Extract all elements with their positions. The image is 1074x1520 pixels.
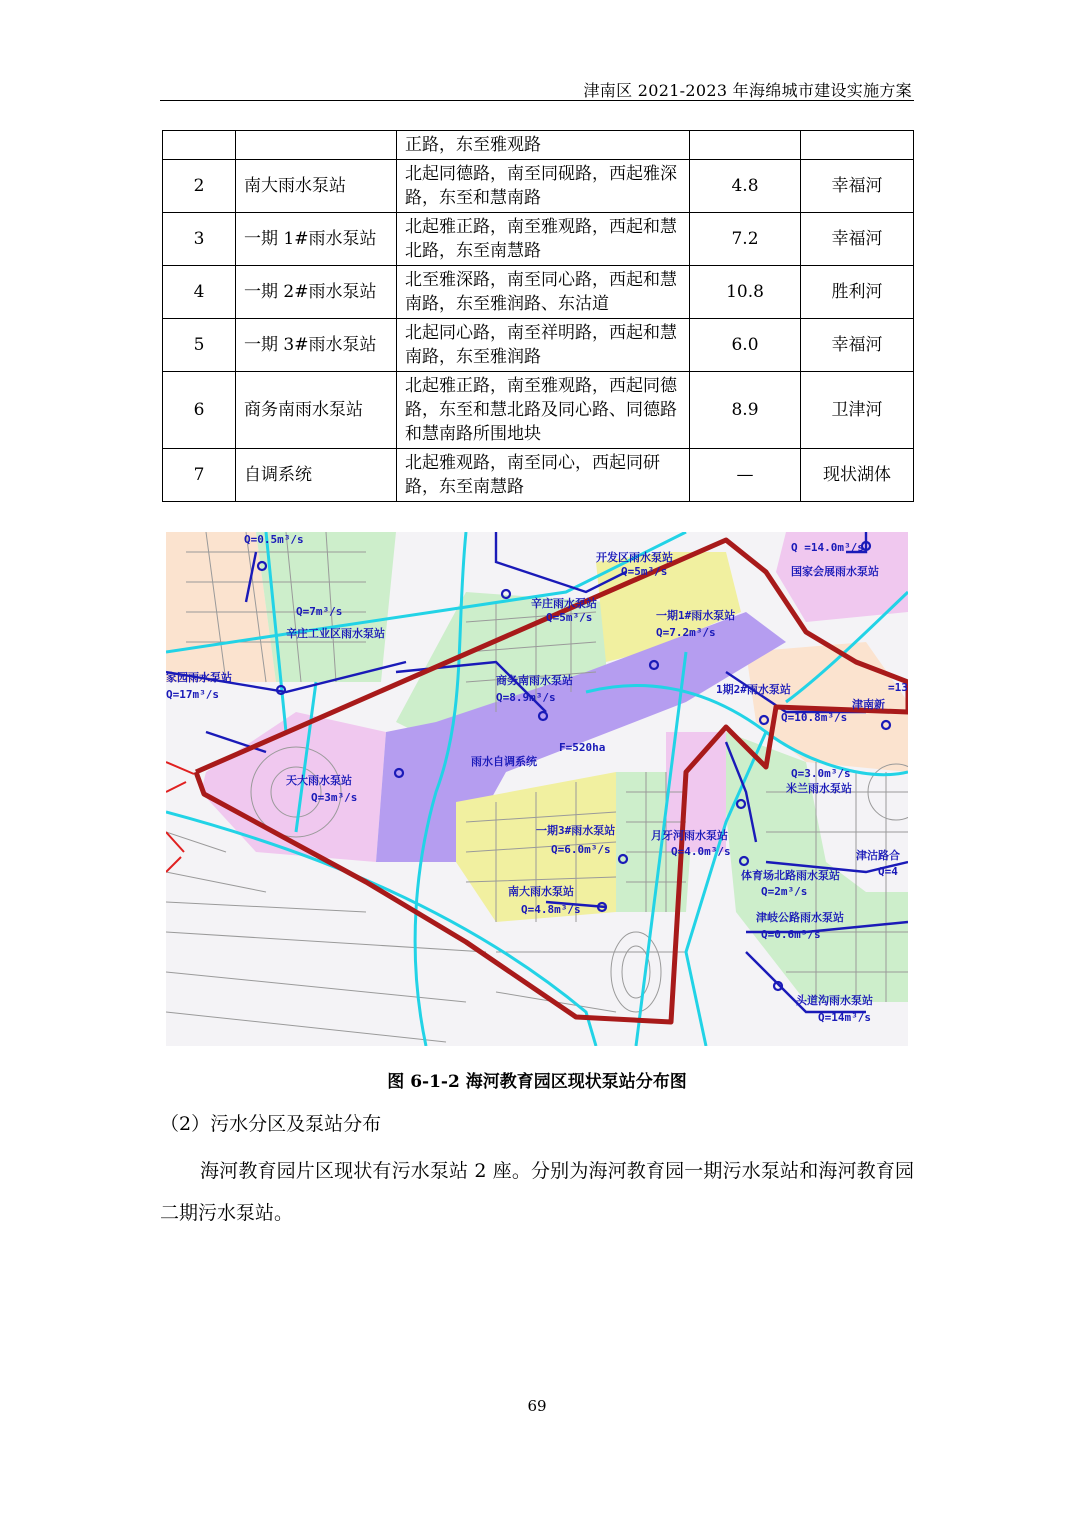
table-row bbox=[163, 160, 914, 213]
map-label-flow: Q=3m³/s bbox=[311, 791, 358, 804]
table-cell-no: 3 bbox=[163, 213, 236, 266]
table-cell-area: 10.8 bbox=[690, 266, 801, 319]
map-label-flow: Q=0.6m³/s bbox=[761, 928, 821, 941]
map-label-flow: Q=4.8m³/s bbox=[521, 903, 581, 916]
map-label-flow: Q=7.2m³/s bbox=[656, 626, 716, 639]
table-cell-no: 4 bbox=[163, 266, 236, 319]
map-label-station: 家园雨水泵站 bbox=[166, 671, 232, 684]
table-cell-no bbox=[163, 131, 236, 160]
map-label-station: 津沽路合 bbox=[856, 849, 900, 862]
map-label-station: 1期2#雨水泵站 bbox=[716, 683, 791, 696]
map-label-station: 一期1#雨水泵站 bbox=[656, 609, 736, 622]
table-row bbox=[163, 131, 914, 160]
map-label-flow: Q=3.0m³/s bbox=[791, 767, 851, 780]
map-label-flow: Q =14.0m³/s bbox=[791, 541, 864, 554]
table-cell-range: 北起雅观路，南至同心，西起同研路，东至南慧路 bbox=[397, 449, 690, 502]
table-cell-river: 现状湖体 bbox=[801, 449, 914, 502]
table-cell-range: 北至雅深路，南至同心路，西起和慧南路，东至雅润路、东沽道 bbox=[397, 266, 690, 319]
table-cell-range: 北起同心路，南至祥明路，西起和慧南路，东至雅润路 bbox=[397, 319, 690, 372]
map-label-flow: Q=5m³/s bbox=[546, 611, 593, 624]
map-label-station: 国家会展雨水泵站 bbox=[791, 565, 879, 578]
table-row bbox=[163, 319, 914, 372]
map-label-flow: =13 bbox=[888, 681, 908, 694]
map-label-station: 天大雨水泵站 bbox=[286, 774, 352, 787]
table-cell-no: 2 bbox=[163, 160, 236, 213]
table-cell-name: 一期 3#雨水泵站 bbox=[236, 319, 397, 372]
table-cell-name: 一期 1#雨水泵站 bbox=[236, 213, 397, 266]
map-label-flow: Q=10.8m³/s bbox=[781, 711, 848, 724]
table-cell-name bbox=[236, 131, 397, 160]
body-paragraph: 海河教育园片区现状有污水泵站 2 座。分别为海河教育园一期污水泵站和海河教育园二期污水泵站。 bbox=[160, 1160, 914, 1224]
map-label-flow: Q=8.9m³/s bbox=[496, 691, 556, 704]
table-cell-range: 北起雅正路，南至雅观路，西起和慧北路，东至南慧路 bbox=[397, 213, 690, 266]
table-cell-river: 幸福河 bbox=[801, 213, 914, 266]
table-row bbox=[163, 266, 914, 319]
table-cell-no: 6 bbox=[163, 372, 236, 449]
table-cell-river: 幸福河 bbox=[801, 319, 914, 372]
map-label-station: 津岐公路雨水泵站 bbox=[756, 911, 844, 924]
table-cell-area bbox=[690, 131, 801, 160]
map-label-station: 辛庄工业区雨水泵站 bbox=[286, 627, 385, 640]
table-cell-area: 4.8 bbox=[690, 160, 801, 213]
table-cell-name: 商务南雨水泵站 bbox=[236, 372, 397, 449]
table-cell-range: 北起同德路，南至同砚路，西起雅深路，东至和慧南路 bbox=[397, 160, 690, 213]
table-row bbox=[163, 372, 914, 449]
map-label-station: 商务南雨水泵站 bbox=[496, 674, 573, 687]
table-cell-river: 卫津河 bbox=[801, 372, 914, 449]
map-label-station: 一期3#雨水泵站 bbox=[536, 824, 616, 837]
page-header bbox=[160, 72, 914, 101]
map-label-station: 雨水自调系统 bbox=[471, 755, 537, 768]
table-cell-range: 北起雅正路，南至雅观路，西起同德路，东至和慧北路及同心路、同德路和慧南路所围地块 bbox=[397, 372, 690, 449]
table-cell-area: 7.2 bbox=[690, 213, 801, 266]
table-cell-name: 一期 2#雨水泵站 bbox=[236, 266, 397, 319]
map-label-station: 头道沟雨水泵站 bbox=[796, 994, 873, 1007]
table-cell-area: — bbox=[690, 449, 801, 502]
section-subheading: （2）污水分区及泵站分布 bbox=[160, 1113, 382, 1135]
pump-station-map bbox=[166, 532, 908, 1046]
table-cell-range: 正路，东至雅观路 bbox=[397, 131, 690, 160]
map-label-flow: Q=2m³/s bbox=[761, 885, 808, 898]
table-cell-river: 胜利河 bbox=[801, 266, 914, 319]
map-label-station: 米兰雨水泵站 bbox=[786, 782, 852, 795]
map-label-flow: Q=4.0m³/s bbox=[671, 845, 731, 858]
header-title: 津南区 2021-2023 年海绵城市建设实施方案 bbox=[583, 81, 912, 100]
table-cell-no: 5 bbox=[163, 319, 236, 372]
map-label-flow: Q=5m³/s bbox=[621, 565, 668, 578]
map-label-flow: Q=17m³/s bbox=[166, 688, 219, 701]
map-label-flow: Q=0.5m³/s bbox=[244, 533, 304, 546]
map-label-station: 月牙河雨水泵站 bbox=[651, 829, 728, 842]
map-label-station: 辛庄雨水泵站 bbox=[531, 597, 597, 610]
map-label-station: 体育场北路雨水泵站 bbox=[741, 869, 840, 882]
figure-caption: 图 6-1-2 海河教育园区现状泵站分布图 bbox=[387, 1072, 687, 1092]
table-cell-area: 6.0 bbox=[690, 319, 801, 372]
table-cell-name: 自调系统 bbox=[236, 449, 397, 502]
page-number: 69 bbox=[527, 1397, 547, 1415]
table-row bbox=[163, 449, 914, 502]
table-cell-name: 南大雨水泵站 bbox=[236, 160, 397, 213]
map-label-flow: Q=4 bbox=[878, 865, 898, 878]
table-cell-river bbox=[801, 131, 914, 160]
table-cell-no: 7 bbox=[163, 449, 236, 502]
map-label-station: 开发区雨水泵站 bbox=[596, 551, 673, 564]
pump-station-table bbox=[162, 130, 914, 502]
map-label-flow: Q=6.0m³/s bbox=[551, 843, 611, 856]
map-label-flow: Q=7m³/s bbox=[296, 605, 343, 618]
table-cell-area: 8.9 bbox=[690, 372, 801, 449]
map-label-station: 南大雨水泵站 bbox=[508, 885, 574, 898]
table-cell-river: 幸福河 bbox=[801, 160, 914, 213]
map-label-flow: Q=14m³/s bbox=[818, 1011, 871, 1024]
table-row bbox=[163, 213, 914, 266]
map-label-area: F=520ha bbox=[559, 741, 606, 754]
map-label-station: 津南新 bbox=[852, 698, 885, 711]
